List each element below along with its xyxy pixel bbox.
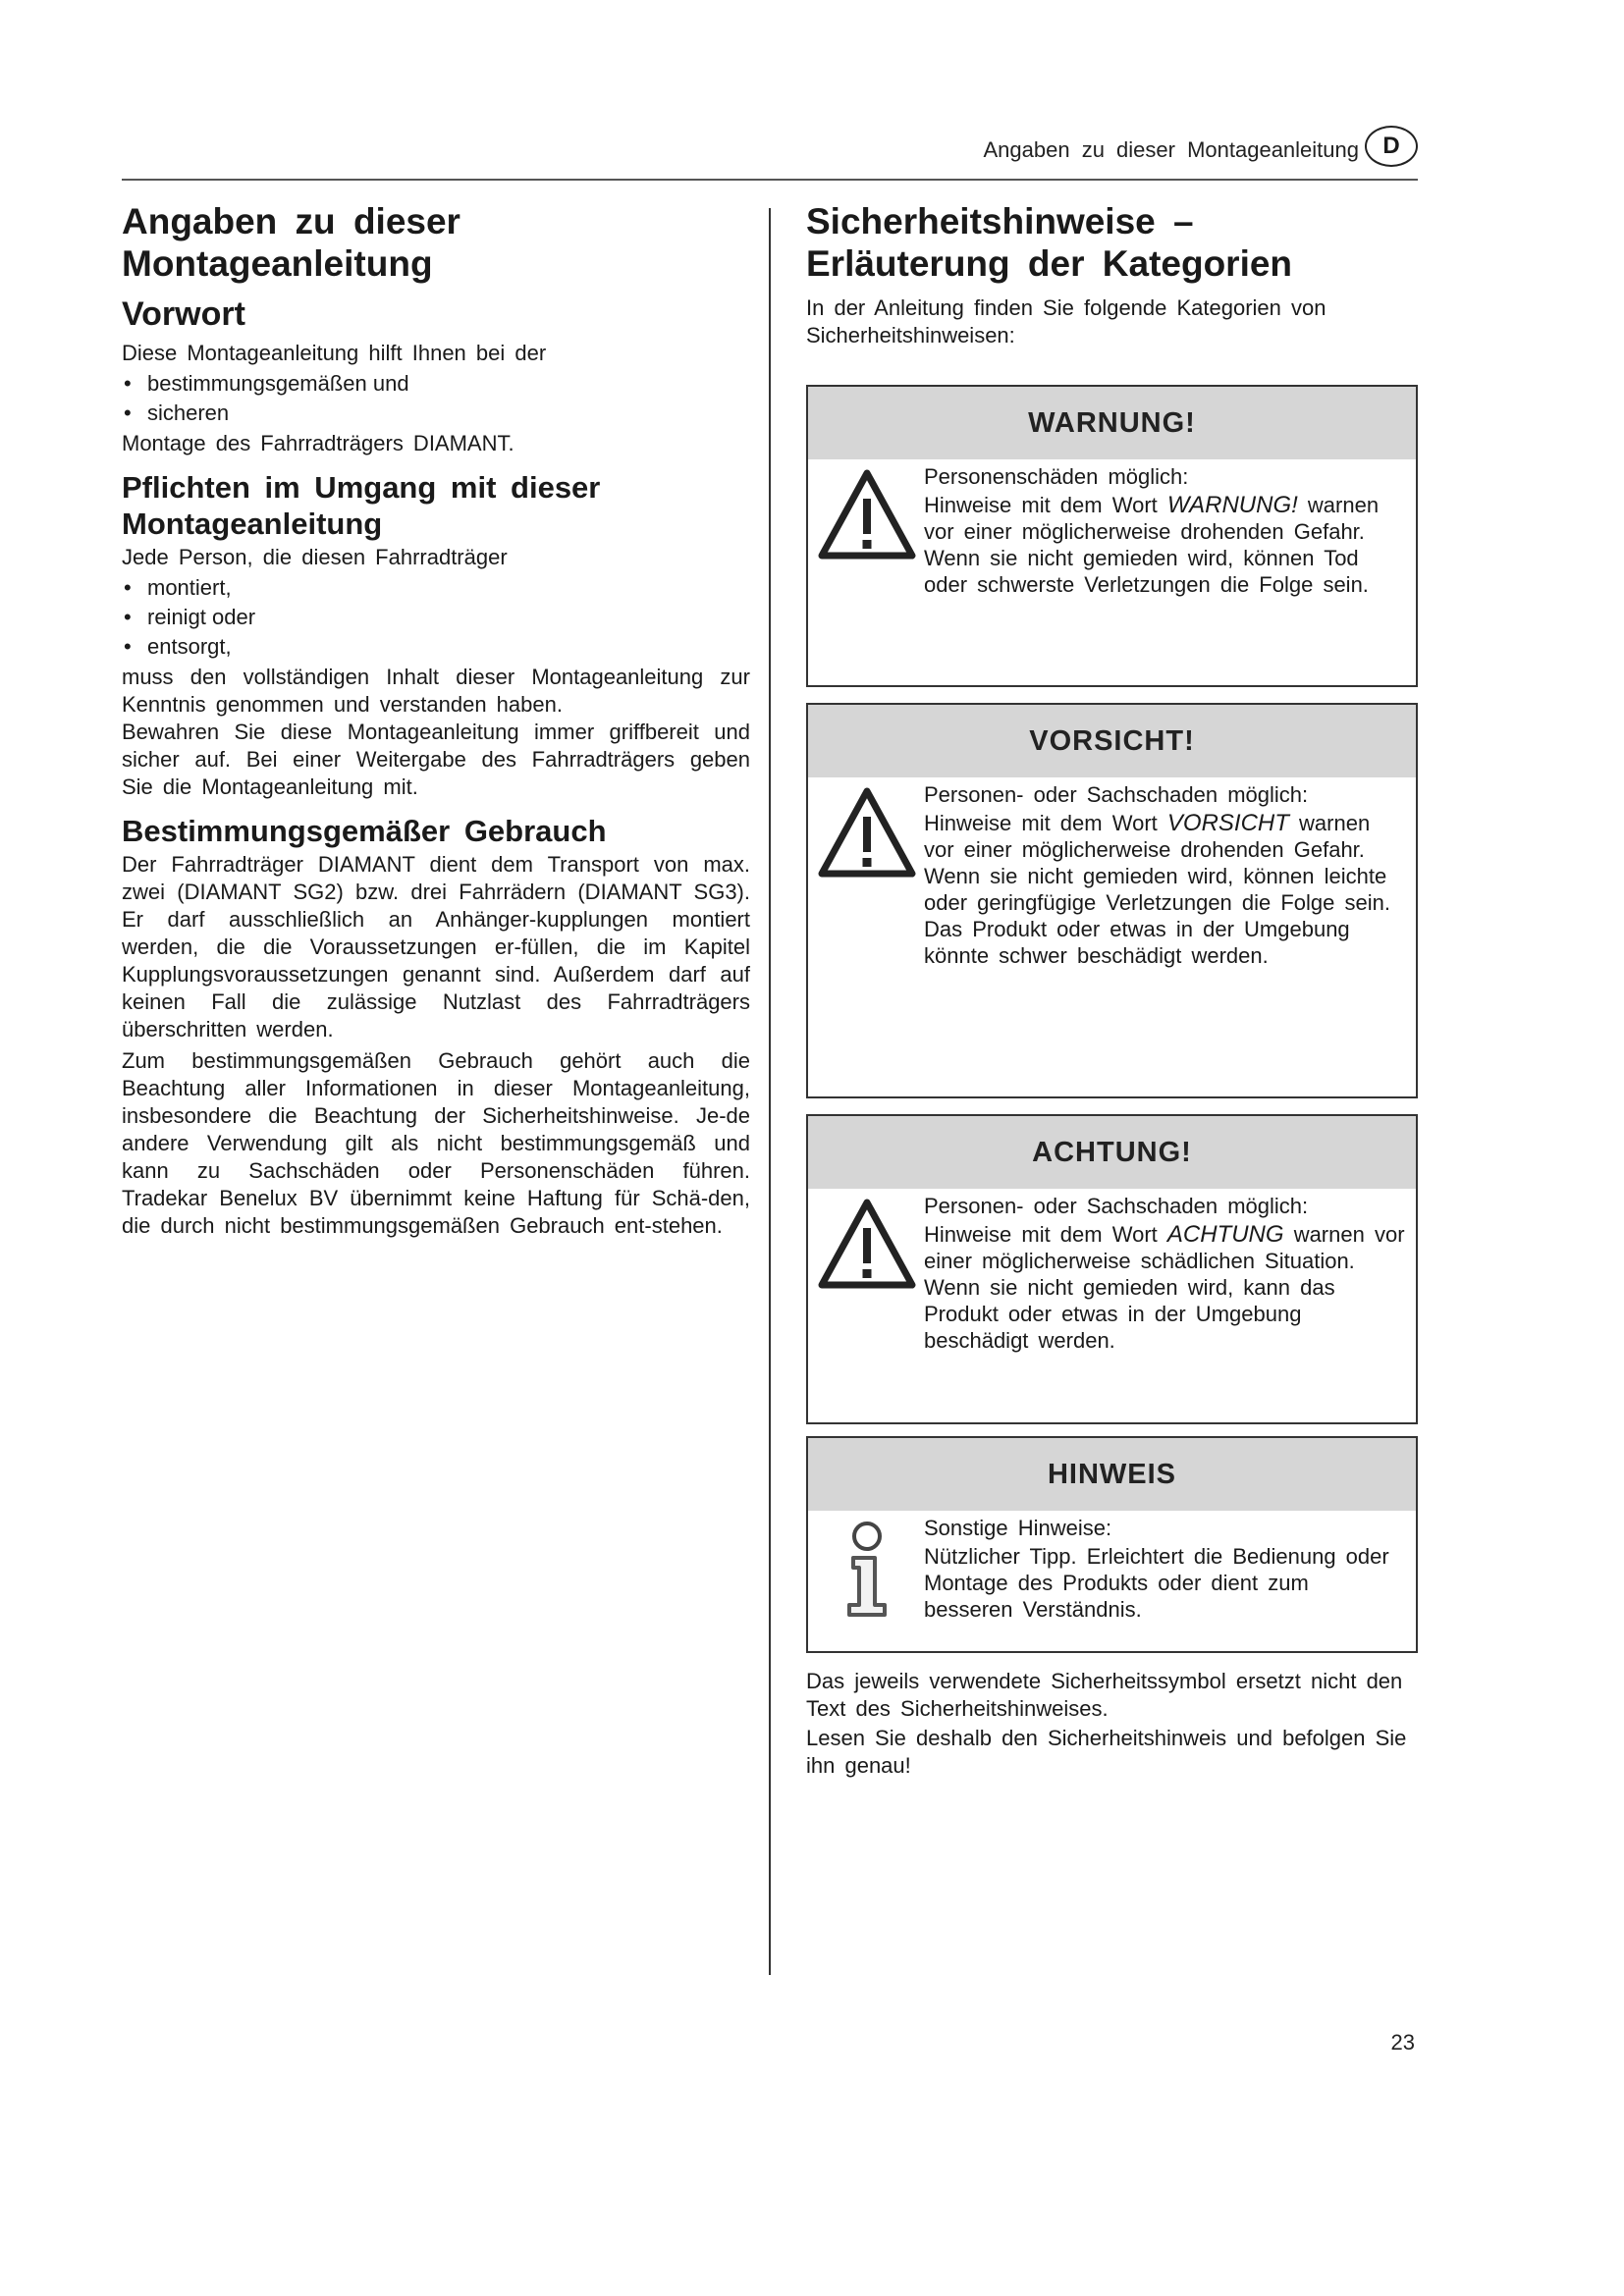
safety-title-line1: Sicherheitshinweise – [806, 201, 1194, 241]
gebrauch-paragraph: Der Fahrradträger DIAMANT dient dem Transport von max. zwei (DIAMANT SG2) bzw. drei Fahrrädern (DIAMANT SG3). Er darf ausschließlich an Anhänger-kupplungen montiert werden, die die Voraussetzungen er-füllen, die im Kapitel Kupplungsvoraussetzungen genannt sind. Außerdem darf auf keinen Fall die zulässige Nutzlast des Fahrradträgers überschritten werden. [122, 852, 750, 1041]
safety-intro: In der Anleitung finden Sie folgende Kategorien von Sicherheitshinweisen: [806, 295, 1326, 347]
achtung-title: ACHTUNG! [808, 1116, 1416, 1189]
warnung-text [924, 463, 1406, 598]
warning-triangle-icon [816, 1197, 918, 1291]
vorsicht-box [806, 703, 1418, 1098]
running-header-title: Angaben zu dieser Montageanleitung [983, 137, 1359, 162]
pflichten-heading [122, 469, 750, 542]
closing-paragraph: Das jeweils verwendete Sicherheitssymbol ersetzt nicht den Text des Sicherheitshinweises. [806, 1669, 1403, 1721]
right-column [806, 200, 1418, 349]
warnung-signal-word: WARNUNG! [1166, 492, 1298, 518]
safety-closing [806, 1668, 1435, 1780]
header-rule [122, 179, 1418, 181]
vorsicht-paragraph: Das Produkt oder etwas in der Umgebung könnte schwer beschädigt werden. [924, 917, 1350, 968]
gebrauch-heading: Bestimmungsgemäßer Gebrauch [122, 814, 607, 848]
section-title [122, 200, 750, 285]
language-badge: D [1365, 126, 1418, 167]
pflichten-paragraph: muss den vollständigen Inhalt dieser Montageanleitung zur Kenntnis genommen und verstanden haben. [122, 665, 750, 717]
vorwort-intro: Diese Montageanleitung hilft Ihnen bei der [122, 341, 547, 365]
warnung-paragraph: Wenn sie nicht gemieden wird, können Tod oder schwerste Verletzungen die Folge sein. [924, 546, 1369, 597]
list-item: • entsorgt, [122, 632, 750, 662]
vorwort-heading: Vorwort [122, 295, 245, 333]
warning-triangle-icon [816, 785, 918, 880]
warnung-title: WARNUNG! [808, 387, 1416, 459]
warning-triangle-icon [816, 467, 918, 561]
vorsicht-p1-pre: Hinweise mit dem Wort [924, 811, 1158, 835]
closing-paragraph: Lesen Sie deshalb den Sicherheitshinweis und befolgen Sie ihn genau! [806, 1726, 1407, 1778]
list-item: • reinigt oder [122, 603, 750, 632]
vorsicht-title: VORSICHT! [808, 705, 1416, 777]
vorsicht-paragraph [924, 810, 1406, 863]
vorsicht-signal-word: VORSICHT [1166, 810, 1289, 836]
vorsicht-text [924, 781, 1406, 969]
warnung-paragraph [924, 492, 1406, 545]
hinweis-lead: Sonstige Hinweise: [924, 1516, 1112, 1540]
vorwort-bullet-list [122, 369, 750, 428]
section-title-line2: Montageanleitung [122, 243, 433, 284]
vorsicht-paragraph: Wenn sie nicht gemieden wird, können leichte oder geringfügige Verletzungen die Folge sein. [924, 864, 1390, 915]
pflichten-intro: Jede Person, die diesen Fahrradträger [122, 545, 508, 569]
hinweis-title: HINWEIS [808, 1438, 1416, 1511]
section-title-line1: Angaben zu dieser [122, 201, 460, 241]
safety-section-title [806, 200, 1418, 285]
hinweis-box [806, 1436, 1418, 1653]
column-divider [769, 208, 771, 1975]
list-item: • montiert, [122, 573, 750, 603]
pflichten-heading-line2: Montageanleitung [122, 507, 383, 541]
achtung-paragraph [924, 1221, 1406, 1274]
warnung-p1-pre: Hinweise mit dem Wort [924, 493, 1158, 517]
gebrauch-paragraph: Zum bestimmungsgemäßen Gebrauch gehört auch die Beachtung aller Informationen in dieser Montageanleitung, insbesondere die Beachtung der Sicherheitshinweise. Je-de andere Verwendung gilt als nicht bestimmungsgemäß und kann zu Sachschäden oder Personenschäden führen. Tradekar Benelux BV übernimmt keine Haftung für Schä-den, die durch nicht bestimmungsgemäßen Gebrauch ent-stehen. [122, 1048, 750, 1238]
hinweis-paragraph: Nützlicher Tipp. Erleichtert die Bedienung oder Montage des Produkts oder dient zum besseren Verständnis. [924, 1544, 1389, 1622]
vorsicht-p1-post: warnen vor einer möglicherweise drohenden Gefahr. [924, 811, 1371, 862]
list-item: • sicheren [122, 399, 750, 428]
pflichten-heading-line1: Pflichten im Umgang mit dieser [122, 470, 601, 505]
achtung-box [806, 1114, 1418, 1424]
running-header [122, 126, 1418, 181]
warnung-p1-post: warnen vor einer möglicherweise drohenden Gefahr. [924, 493, 1380, 544]
vorsicht-lead: Personen- oder Sachschaden möglich: [924, 782, 1309, 807]
vorwort-outro: Montage des Fahrradträgers DIAMANT. [122, 431, 514, 455]
pflichten-bullet-list [122, 573, 750, 662]
achtung-p1-post: warnen vor einer möglicherweise schädlichen Situation. [924, 1222, 1405, 1273]
achtung-lead: Personen- oder Sachschaden möglich: [924, 1194, 1309, 1218]
warnung-box [806, 385, 1418, 687]
page-number: 23 [1390, 2030, 1415, 2055]
warnung-lead: Personenschäden möglich: [924, 464, 1189, 489]
achtung-text [924, 1193, 1406, 1354]
left-column [122, 200, 750, 1240]
achtung-paragraph: Wenn sie nicht gemieden wird, kann das Produkt oder etwas in der Umgebung beschädigt werden. [924, 1275, 1335, 1353]
achtung-p1-pre: Hinweise mit dem Wort [924, 1222, 1158, 1247]
pflichten-paragraph: Bewahren Sie diese Montageanleitung immer griffbereit und sicher auf. Bei einer Weitergabe des Fahrradträgers geben Sie die Montageanleitung mit. [122, 720, 750, 799]
safety-title-line2: Erläuterung der Kategorien [806, 243, 1293, 284]
info-icon [816, 1519, 918, 1621]
list-item: • bestimmungsgemäßen und [122, 369, 750, 399]
achtung-signal-word: ACHTUNG [1166, 1221, 1284, 1248]
hinweis-text [924, 1515, 1406, 1623]
